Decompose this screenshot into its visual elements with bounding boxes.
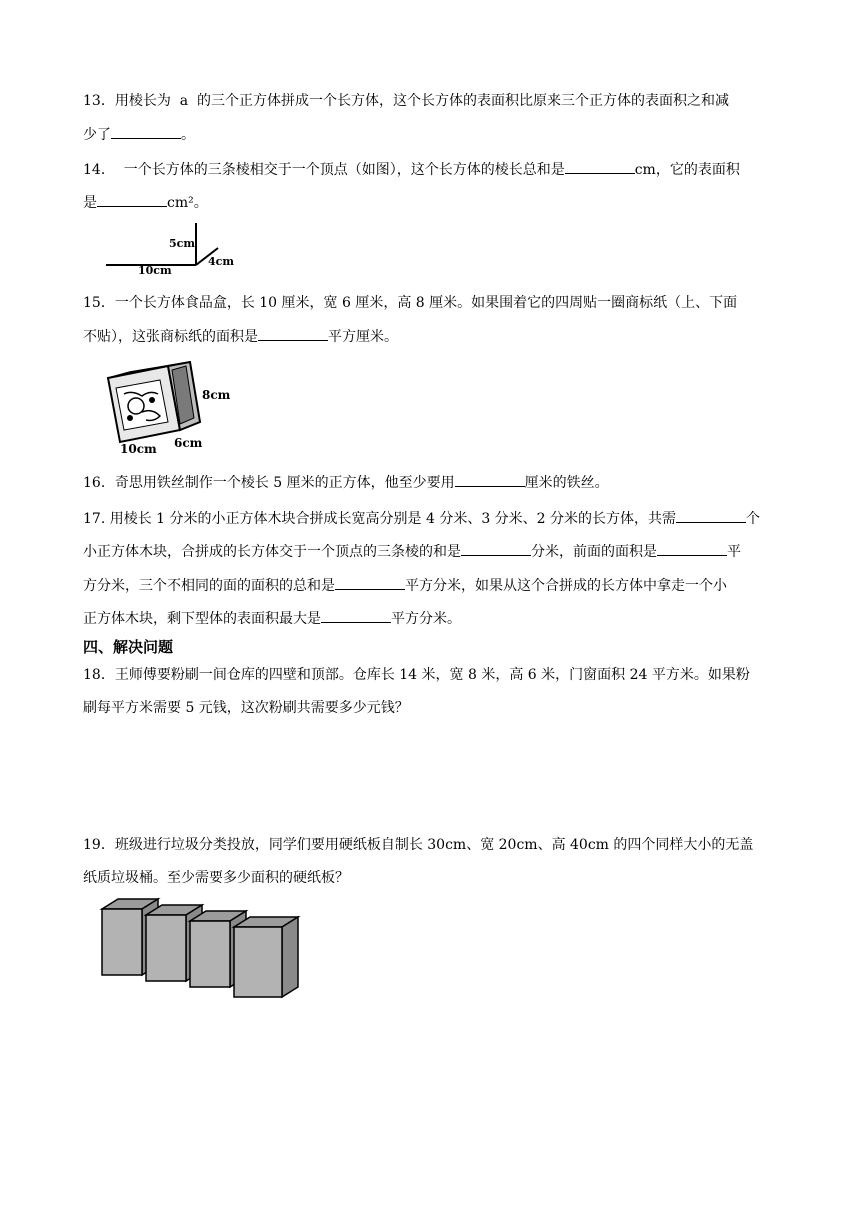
answer-blank[interactable] — [97, 192, 167, 207]
box-width-label: 6cm — [174, 436, 203, 450]
q14-line-1: 14． 一个长方体的三条棱相交于一个顶点（如图），这个长方体的棱长总和是 cm，它的表面积 — [83, 159, 740, 180]
answer-blank[interactable] — [321, 608, 391, 623]
q19-line-2: 纸质垃圾桶。至少需要多少面积的硬纸板？ — [83, 870, 349, 886]
depth-label: 4cm — [208, 255, 234, 268]
bin-4 — [234, 917, 298, 997]
answer-blank[interactable] — [461, 541, 531, 556]
q13-line-1: 13．用棱长为 a 的三个正方体拼成一个长方体，这个长方体的表面积比原来三个正方体的表面积之和减 — [83, 93, 729, 109]
answer-blank[interactable] — [657, 541, 727, 556]
q15-line-1: 15．一个长方体食品盒，长 10 厘米，宽 6 厘米，高 8 厘米。如果围着它的四周贴一圈商标纸（上、下面 — [83, 295, 738, 311]
q19-line-1: 19．班级进行垃圾分类投放，同学们要用硬纸板自制长 30cm、宽 20cm、高 40cm 的四个同样大小的无盖 — [83, 837, 754, 853]
q17-line-2: 小正方体木块，合拼成的长方体交于一个顶点的三条棱的和是 分米，前面的面积是 平 — [83, 541, 741, 562]
trash-bins-drawing — [98, 895, 308, 1005]
q15-line-2: 不贴），这张商标纸的面积是 平方厘米。 — [83, 326, 398, 347]
answer-blank[interactable] — [676, 508, 746, 523]
food-box-drawing — [102, 360, 242, 455]
q17-line-1: 17. 用棱长 1 分米的小正方体木块合拼成长宽高分别是 4 分米、3 分米、2 分米的长方体，共需 个 — [83, 508, 760, 529]
height-label: 5cm — [169, 237, 195, 250]
q13-line-2: 少了 。 — [83, 124, 195, 145]
answer-blank[interactable] — [335, 575, 405, 590]
q14-line-2: 是 cm²。 — [83, 192, 208, 213]
answer-blank[interactable] — [258, 326, 328, 341]
section-heading: 四、解决问题 — [83, 638, 174, 656]
trash-bins-figure — [98, 895, 308, 1005]
q17-line-3: 方分米，三个不相同的面的面积的总和是 平方分米，如果从这个合拼成的长方体中拿走一个小 — [83, 575, 727, 596]
box-height-label: 8cm — [202, 388, 231, 402]
answer-blank[interactable] — [111, 124, 181, 139]
width-label: 10cm — [138, 264, 172, 277]
q18-line-2: 刷每平方米需要 5 元钱，这次粉刷共需要多少元钱？ — [83, 700, 409, 716]
answer-blank[interactable] — [455, 472, 525, 487]
q18-line-1: 18．王师傅要粉刷一间仓库的四壁和顶部。仓库长 14 米，宽 8 米，高 6 米，门窗面积 24 平方米。如果粉 — [83, 667, 750, 683]
box-length-label: 10cm — [120, 442, 157, 456]
q16-line-1: 16．奇思用铁丝制作一个棱长 5 厘米的正方体，他至少要用 厘米的铁丝。 — [83, 472, 609, 493]
food-box-figure — [102, 360, 242, 455]
q17-line-4: 正方体木块，剩下型体的表面积最大是 平方分米。 — [83, 608, 461, 629]
edges-figure — [100, 220, 250, 276]
answer-blank[interactable] — [565, 159, 635, 174]
